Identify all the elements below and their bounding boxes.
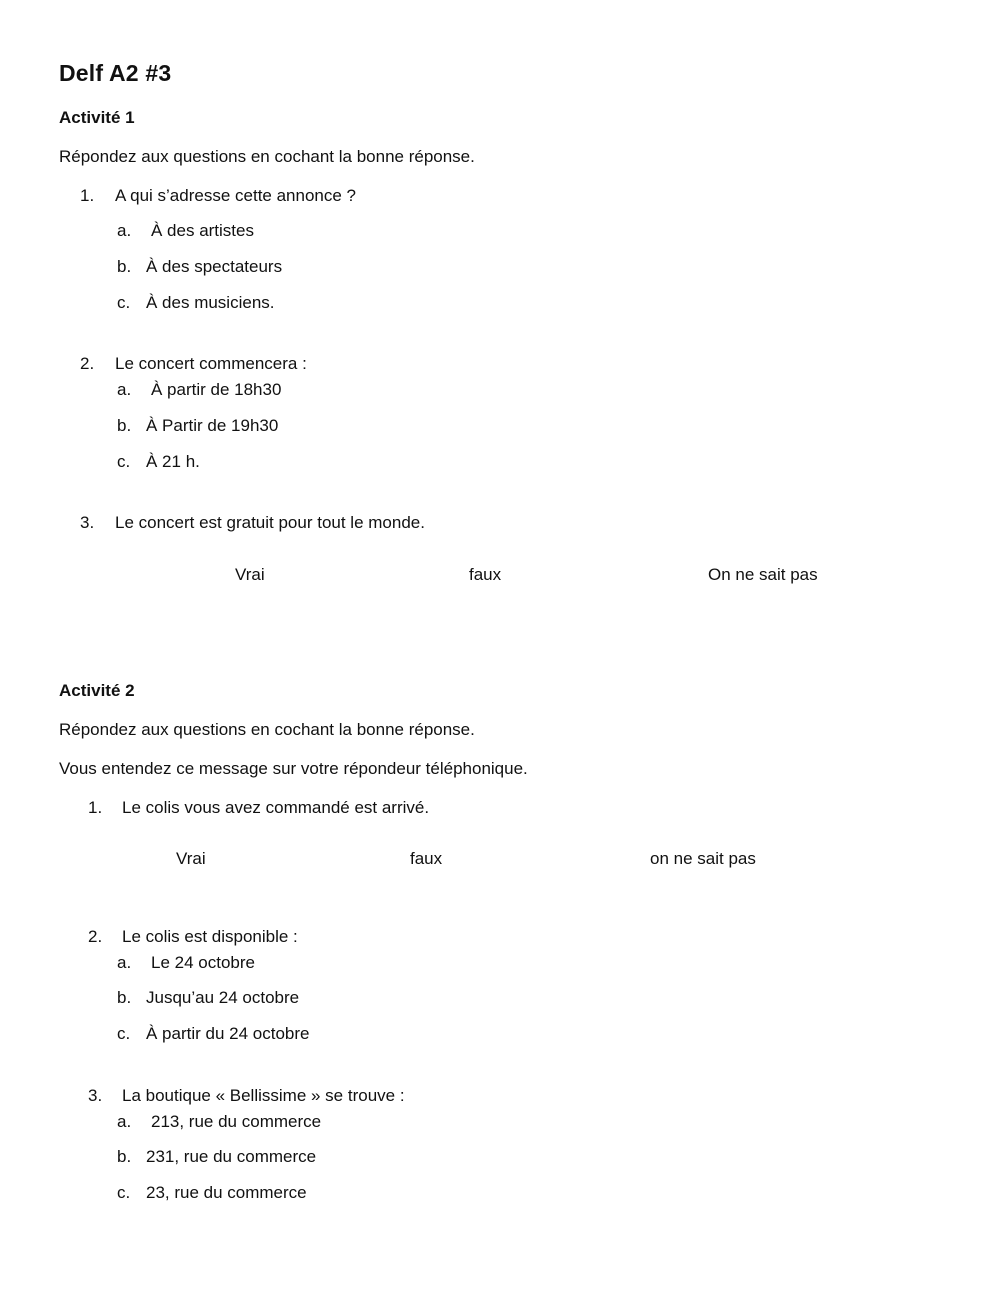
question-text: Le colis vous avez commandé est arrivé.: [122, 798, 430, 817]
option-letter: b.: [117, 1147, 132, 1166]
option-c[interactable]: À des musiciens.: [146, 293, 275, 312]
question-text: Le concert commencera :: [115, 354, 307, 373]
choice-faux[interactable]: faux: [469, 565, 502, 584]
option-c[interactable]: 23, rue du commerce: [146, 1183, 307, 1202]
question-text: A qui s’adresse cette annonce ?: [115, 186, 356, 205]
activity-1-instruction: Répondez aux questions en cochant la bonne réponse.: [59, 147, 475, 166]
question-number: 1.: [80, 186, 95, 205]
page-title: Delf A2 #3: [59, 60, 172, 86]
question-text: Le concert est gratuit pour tout le monde.: [115, 513, 425, 532]
option-b[interactable]: À des spectateurs: [146, 257, 283, 276]
choice-vrai[interactable]: Vrai: [235, 565, 265, 584]
option-letter: b.: [117, 416, 132, 435]
option-b[interactable]: 231, rue du commerce: [146, 1147, 317, 1166]
option-a[interactable]: Le 24 octobre: [151, 953, 255, 972]
option-letter: a.: [117, 221, 132, 240]
question-text: Le colis est disponible :: [122, 927, 298, 946]
question-number: 3.: [80, 513, 95, 532]
question-number: 1.: [88, 798, 103, 817]
choice-faux[interactable]: faux: [410, 849, 443, 868]
option-b[interactable]: À Partir de 19h30: [146, 416, 279, 435]
question-number: 3.: [88, 1086, 103, 1105]
option-letter: b.: [117, 988, 132, 1007]
option-letter: b.: [117, 257, 132, 276]
option-a[interactable]: À partir de 18h30: [151, 380, 282, 399]
activity-2-context: Vous entendez ce message sur votre répondeur téléphonique.: [59, 759, 528, 778]
option-letter: c.: [117, 293, 131, 312]
option-c[interactable]: À partir du 24 octobre: [146, 1024, 310, 1043]
option-letter: c.: [117, 1024, 131, 1043]
option-letter: a.: [117, 953, 132, 972]
activity-2-instruction: Répondez aux questions en cochant la bonne réponse.: [59, 720, 475, 739]
question-text: La boutique « Bellissime » se trouve :: [122, 1086, 405, 1105]
option-a[interactable]: 213, rue du commerce: [151, 1112, 322, 1131]
option-letter: a.: [117, 380, 132, 399]
choice-vrai[interactable]: Vrai: [176, 849, 206, 868]
option-c[interactable]: À 21 h.: [146, 452, 200, 471]
question-number: 2.: [88, 927, 103, 946]
choice-on-ne-sait-pas[interactable]: on ne sait pas: [650, 849, 756, 868]
activity-2-heading: Activité 2: [59, 681, 135, 700]
option-a[interactable]: À des artistes: [151, 221, 254, 240]
option-b[interactable]: Jusqu’au 24 octobre: [146, 988, 300, 1007]
option-letter: c.: [117, 452, 131, 471]
question-number: 2.: [80, 354, 95, 373]
option-letter: a.: [117, 1112, 132, 1131]
choice-on-ne-sait-pas[interactable]: On ne sait pas: [708, 565, 818, 584]
activity-1-heading: Activité 1: [59, 108, 135, 127]
option-letter: c.: [117, 1183, 131, 1202]
